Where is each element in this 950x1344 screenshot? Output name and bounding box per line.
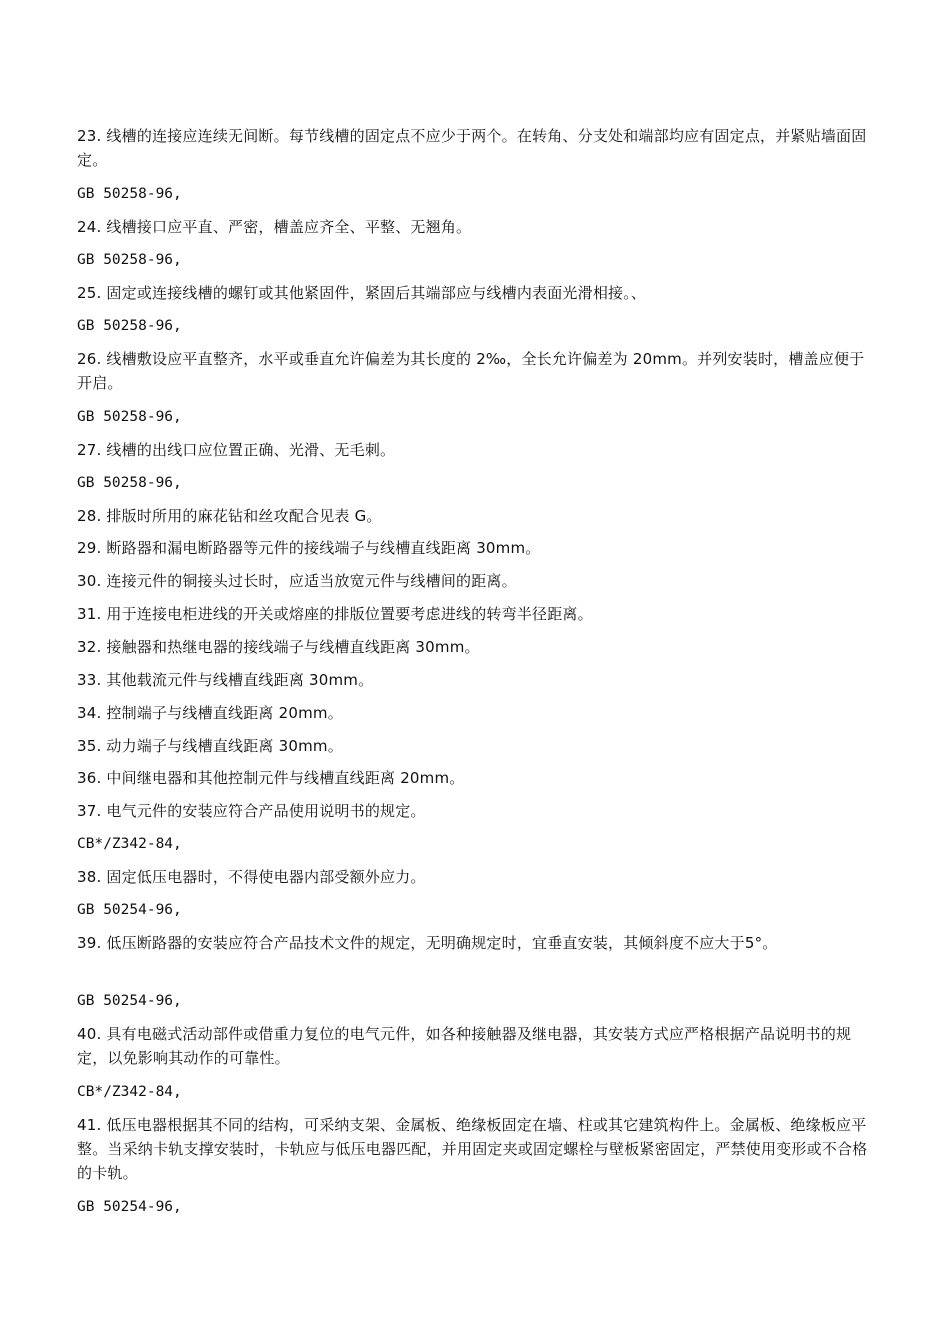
standard-reference: CB*/Z342-84, (77, 836, 182, 852)
standard-reference: GB 50258-96, (77, 186, 182, 202)
standard-reference: GB 50258-96, (77, 318, 182, 334)
clause-35: 35. 动力端子与线槽直线距离 30mm。 (77, 737, 343, 755)
clause-37: 37. 电气元件的安装应符合产品使用说明书的规定。 (77, 802, 426, 820)
clause-23: 23. 线槽的连接应连续无间断。每节线槽的固定点不应少于两个。在转角、分支处和端部均应有固定点，并紧贴墙面固定。 (77, 127, 867, 169)
clause-41: 41. 低压电器根据其不同的结构，可采纳支架、金属板、绝缘板固定在墙、柱或其它建筑构件上。金属板、绝缘板应平整。当采纳卡轨支撑安装时，卡轨应与低压电器匹配，并用固定夹或固定螺栓与壁板紧密固定，严禁使用变形或不合格的卡轨。 (77, 1116, 868, 1182)
clause-38: 38. 固定低压电器时，不得使电器内部受额外应力。 (77, 868, 426, 886)
clause-28: 28. 排版时所用的麻花钻和丝攻配合见表 G。 (77, 507, 382, 525)
standard-reference: GB 50258-96, (77, 475, 182, 491)
clause-32: 32. 接触器和热继电器的接线端子与线槽直线距离 30mm。 (77, 638, 480, 656)
clause-25: 25. 固定或连接线槽的螺钉或其他紧固件，紧固后其端部应与线槽内表面光滑相接。、 (77, 284, 647, 302)
clause-40: 40. 具有电磁式活动部件或借重力复位的电气元件，如各种接触器及继电器，其安装方式应严格根据产品说明书的规定，以免影响其动作的可靠性。 (77, 1025, 852, 1067)
clause-26: 26. 线槽敷设应平直整齐，水平或垂直允许偏差为其长度的 2‰，全长允许偏差为 20mm。并列安装时，槽盖应便于开启。 (77, 350, 865, 392)
standard-reference: CB*/Z342-84, (77, 1084, 182, 1100)
standard-reference: GB 50258-96, (77, 409, 182, 425)
standard-reference: GB 50254-96, (77, 902, 182, 918)
standard-reference: GB 50254-96, (77, 993, 182, 1009)
standard-reference: GB 50254-96, (77, 1199, 182, 1215)
clause-29: 29. 断路器和漏电断路器等元件的接线端子与线槽直线距离 30mm。 (77, 539, 541, 557)
clause-34: 34. 控制端子与线槽直线距离 20mm。 (77, 704, 343, 722)
clause-39: 39. 低压断路器的安装应符合产品技术文件的规定，无明确规定时，宜垂直安装，其倾斜度不应大于5°。 (77, 934, 778, 952)
clause-27: 27. 线槽的出线口应位置正确、光滑、无毛刺。 (77, 441, 396, 459)
clause-31: 31. 用于连接电柜进线的开关或熔座的排版位置要考虑进线的转弯半径距离。 (77, 605, 593, 623)
clause-24: 24. 线槽接口应平直、严密，槽盖应齐全、平整、无翘角。 (77, 218, 472, 236)
standard-reference: GB 50258-96, (77, 252, 182, 268)
clause-33: 33. 其他载流元件与线槽直线距离 30mm。 (77, 671, 374, 689)
clause-36: 36. 中间继电器和其他控制元件与线槽直线距离 20mm。 (77, 769, 465, 787)
clause-30: 30. 连接元件的铜接头过长时，应适当放宽元件与线槽间的距离。 (77, 572, 517, 590)
